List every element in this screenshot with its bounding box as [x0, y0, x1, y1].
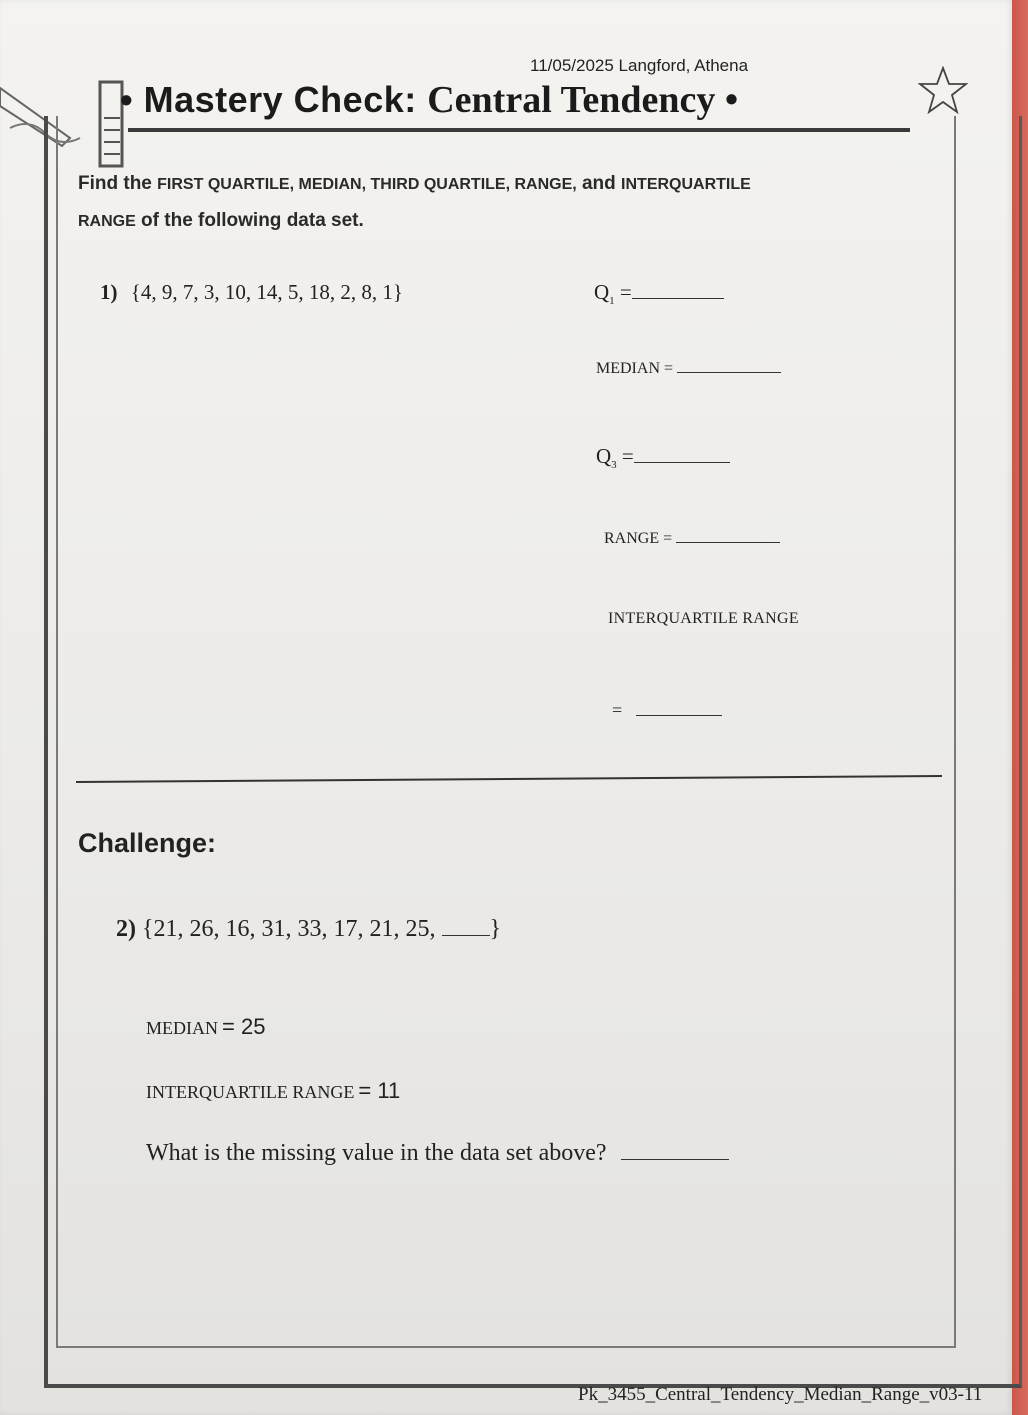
instructions-and: and: [576, 173, 622, 194]
challenge-median-label: MEDIAN: [146, 1018, 218, 1038]
problem-1-data-set: {4, 9, 7, 3, 10, 14, 5, 18, 2, 8, 1}: [130, 280, 403, 304]
problem-2-data-set: {21, 26, 16, 31, 33, 17, 21, 25,: [142, 916, 436, 942]
problem-2: [116, 916, 501, 943]
q3-label: Q: [596, 444, 612, 468]
challenge-median-value: = 25: [222, 1014, 266, 1039]
range-blank[interactable]: [676, 541, 780, 543]
problem-1: [100, 280, 403, 305]
challenge-iqr-value: = 11: [358, 1078, 401, 1103]
page-title-serif: Central Tendency •: [427, 79, 739, 121]
challenge-median: [146, 1014, 265, 1040]
challenge-iqr: [146, 1078, 400, 1104]
challenge-heading: Challenge:: [78, 828, 217, 858]
median-label: MEDIAN =: [596, 360, 674, 377]
instructions-line2: of the following data set.: [135, 210, 364, 231]
problem-2-close-brace: }: [489, 916, 502, 942]
q3-answer: [596, 444, 730, 471]
instructions-prefix: Find the: [78, 173, 158, 194]
instructions-iqr: INTERQUARTILE: [621, 176, 751, 193]
star-outline-icon: [918, 66, 968, 114]
q1-sub: 1: [609, 295, 615, 308]
q1-blank[interactable]: [632, 297, 724, 299]
range-answer: [604, 530, 780, 548]
iqr-label: INTERQUARTILE RANGE: [608, 610, 799, 627]
instructions-terms: FIRST QUARTILE, MEDIAN, THIRD QUARTILE, RANGE,: [157, 176, 577, 193]
q3-equals: =: [621, 444, 634, 468]
instructions: [78, 166, 908, 240]
median-blank[interactable]: [677, 371, 781, 373]
date-and-name: 11/05/2025 Langford, Athena: [530, 56, 749, 75]
q3-sub: 3: [611, 459, 617, 472]
page-title-bold: • Mastery Check:: [120, 79, 428, 120]
challenge-question: [146, 1140, 729, 1167]
footer-filename: Pk_3455_Central_Tendency_Median_Range_v03-11: [578, 1384, 983, 1405]
missing-value-blank[interactable]: [442, 934, 490, 936]
range-label: RANGE =: [604, 530, 673, 547]
iqr-answer: [612, 700, 722, 721]
challenge-iqr-label: INTERQUARTILE RANGE: [146, 1082, 355, 1102]
problem-1-number: 1): [100, 280, 118, 304]
iqr-equals: =: [612, 700, 623, 720]
challenge-answer-blank[interactable]: [621, 1158, 729, 1160]
q3-blank[interactable]: [634, 461, 730, 463]
problem-2-number: 2): [116, 916, 136, 942]
instructions-range: RANGE: [78, 213, 136, 230]
median-answer: [596, 360, 781, 378]
iqr-blank[interactable]: [636, 714, 722, 716]
q1-label: Q: [594, 280, 610, 304]
q1-equals: =: [619, 280, 632, 304]
q1-answer: [594, 280, 724, 307]
challenge-question-text: What is the missing value in the data set above?: [146, 1140, 607, 1166]
